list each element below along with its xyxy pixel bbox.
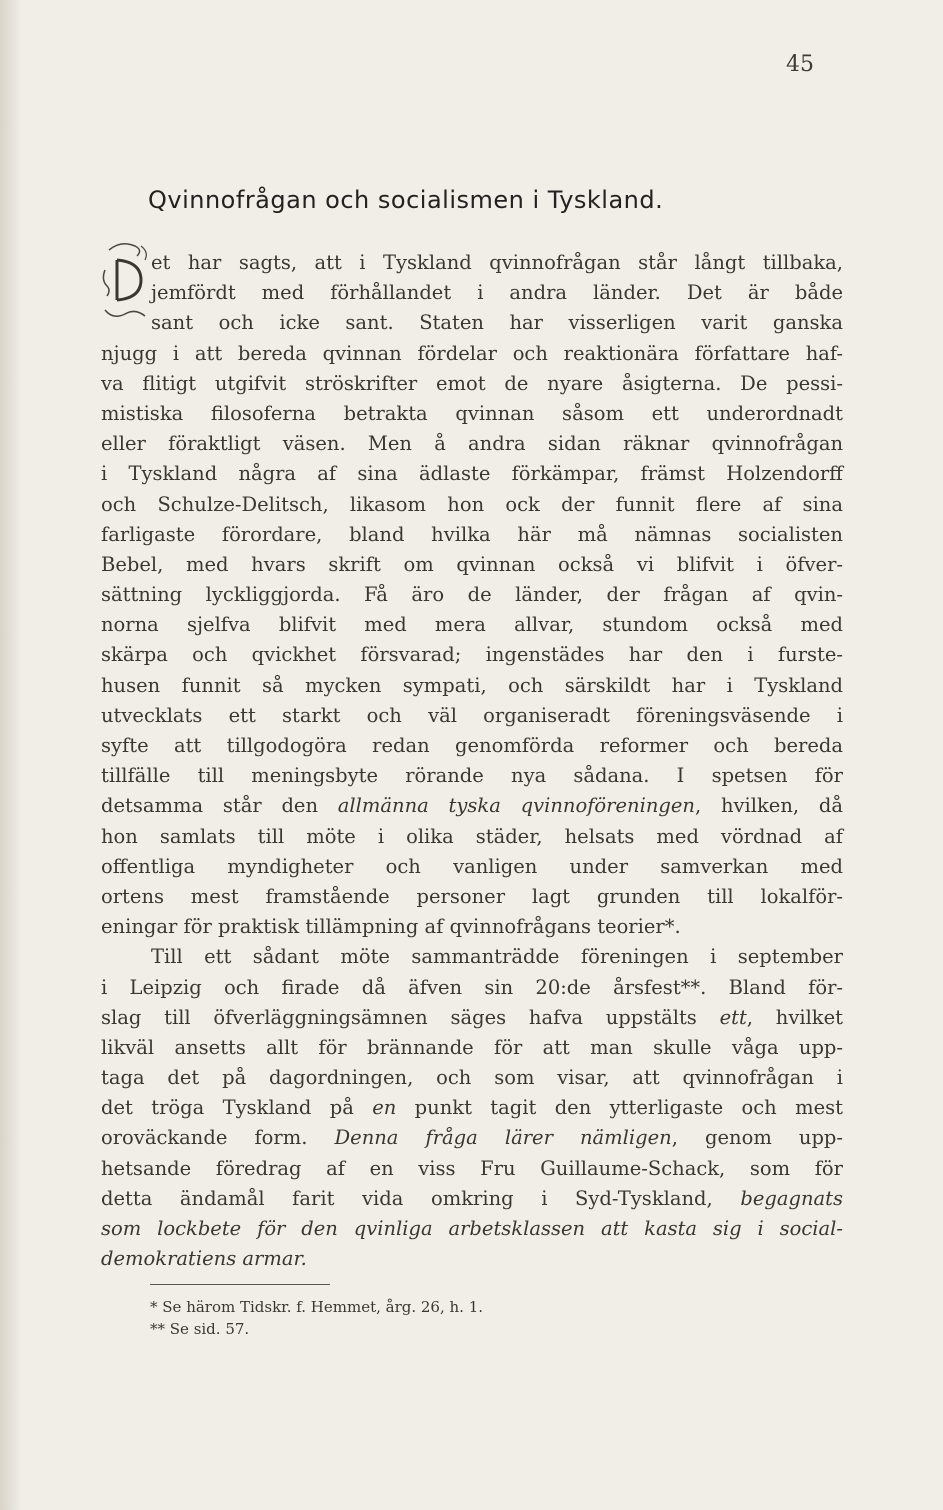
text-line: syfte att tillgodogöra redan genomförda reformer och bereda <box>101 734 843 757</box>
text-line: likväl ansetts allt för brännande för att man skulle våga upp- <box>101 1035 843 1059</box>
text-line <box>101 1214 843 1244</box>
text-line: i Leipzig och firade då äfven sin 20:de årsfest**. Bland för- <box>101 975 843 999</box>
text-line: i Tyskland några af sina ädlaste förkämpar, främst Holzendorff <box>101 462 843 486</box>
text-line: farligaste förordare, bland hvilka här må nämnas socialisten <box>101 522 843 546</box>
text-run: , hvilket <box>746 1005 844 1029</box>
italic-run: allmänna tyska qvinnoföreningen <box>337 794 695 818</box>
text-line <box>101 1244 843 1274</box>
footnote: * Se härom Tidskr. f. Hemmet, årg. 26, h. 1. <box>150 1298 484 1316</box>
text-line: tillfälle till meningsbyte rörande nya sådana. I spetsen för <box>101 764 843 788</box>
text-line: skärpa och qvickhet försvarad; ingenstädes har den i furste- <box>101 643 843 667</box>
text-line: hetsande föredrag af en viss Fru Guillaume-Schack, som för <box>101 1156 843 1180</box>
text-run: det tröga Tyskland på <box>101 1096 373 1120</box>
page-title: Qvinnofrågan och socialismen i Tyskland. <box>148 186 664 214</box>
text-line: eller föraktligt väsen. Men å andra sidan räknar qvinnofrågan <box>101 432 843 456</box>
text-line: taga det på dagordningen, och som visar, att qvinnofrågan i <box>101 1066 843 1090</box>
text-line: njugg i att bereda qvinnan fördelar och reaktionära författare haf- <box>101 341 843 365</box>
footnote: ** Se sid. 57. <box>150 1320 250 1338</box>
text-line: sant och icke sant. Staten har visserligen varit ganska <box>151 311 843 335</box>
text-line: sättning lyckliggjorda. Få äro de länder, der frågan af qvin- <box>101 583 843 607</box>
text-line: hon samlats till möte i olika städer, helsats med vördnad af <box>101 824 843 848</box>
text-line <box>101 1003 843 1033</box>
italic-run: begagnats <box>740 1186 843 1210</box>
text-line: va flitigt utgifvit ströskrifter emot de nyare åsigterna. De pessi- <box>101 371 843 395</box>
text-line: et har sagts, att i Tyskland qvinnofrågan står långt tillbaka, <box>151 251 843 274</box>
text-line <box>101 1184 843 1214</box>
text-line <box>101 1123 843 1153</box>
italic-run: ett <box>719 1005 747 1029</box>
italic-run: en <box>372 1096 397 1120</box>
text-line: Bebel, med hvars skrift om qvinnan också vi blifvit i öfver- <box>101 552 843 576</box>
text-line: Till ett sådant möte sammanträdde föreningen i september <box>151 945 843 969</box>
text-line: offentliga myndigheter och vanligen under samverkan med <box>101 854 843 878</box>
article-body <box>101 248 843 1274</box>
text-line <box>101 1093 843 1123</box>
text-line: norna sjelfva blifvit med mera allvar, stundom också med <box>101 613 843 637</box>
footnote-divider <box>150 1284 330 1285</box>
page-edge-shadow <box>0 0 20 1510</box>
text-line: eningar för praktisk tillämpning af qvinnofrågans teorier*. <box>101 915 681 939</box>
page-number: 45 <box>786 52 814 77</box>
text-line: och Schulze-Delitsch, likasom hon ock der funnit flere af sina <box>101 492 843 516</box>
text-run: oroväckande form. <box>101 1126 335 1150</box>
text-run: , hvilken, då <box>694 794 843 818</box>
italic-run: som lockbete för den qvinliga arbetsklassen att kasta sig i social- <box>101 1217 843 1240</box>
text-line: mistiska filosoferna betrakta qvinnan såsom ett underordnadt <box>101 401 843 425</box>
text-line <box>101 791 843 821</box>
text-line: ortens mest framstående personer lagt grunden till lokalför- <box>101 884 843 908</box>
text-line: jemfördt med förhållandet i andra länder. Det är både <box>151 281 843 305</box>
footnotes <box>150 1296 483 1340</box>
text-run: detta ändamål farit vida omkring i Syd-Tyskland, <box>101 1186 741 1210</box>
italic-run: Denna fråga lärer nämligen <box>334 1126 672 1150</box>
text-line: utvecklats ett starkt och väl organiseradt föreningsväsende i <box>101 703 843 727</box>
text-run: detsamma står den <box>101 794 338 818</box>
italic-run: demokratiens armar. <box>101 1247 307 1271</box>
text-run: , genom upp- <box>671 1126 843 1150</box>
text-line: husen funnit så mycken sympati, och särskildt har i Tyskland <box>101 673 843 697</box>
text-run: slag till öfverläggningsämnen säges hafva uppstälts <box>101 1005 720 1029</box>
text-run: punkt tagit den ytterligaste och mest <box>396 1096 843 1120</box>
